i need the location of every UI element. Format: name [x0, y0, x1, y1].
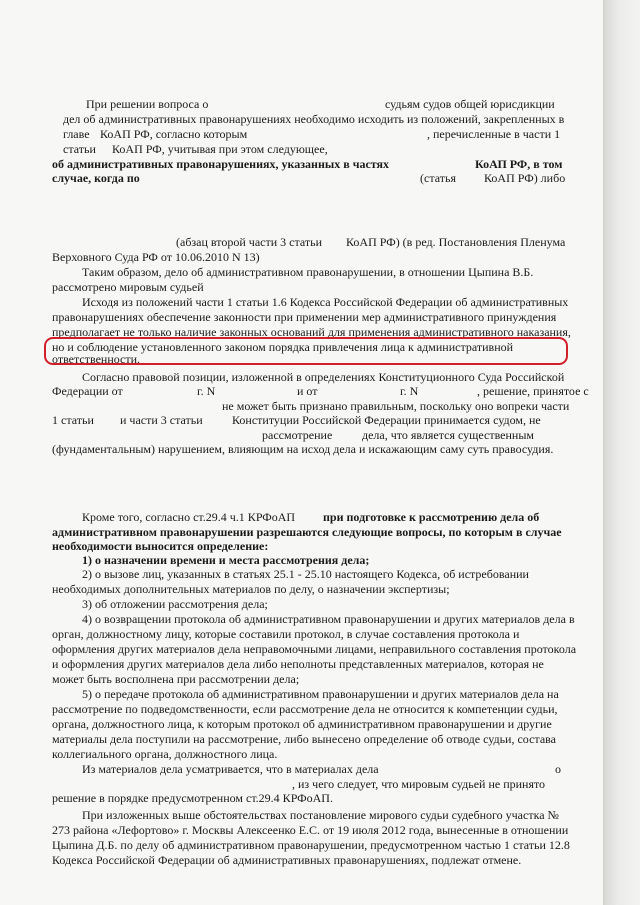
s1-line6a: случае, когда по: [52, 171, 140, 185]
s2-line11b: г. N: [197, 384, 216, 398]
s2-line11c: и от: [297, 384, 318, 398]
s3-line23: Цыпина Д.Б. по делу об административном правонарушении, предусмотренном частью 1 статьи 12.8: [52, 838, 570, 852]
s2-line4: рассмотрено мировым судьей: [52, 280, 204, 294]
s3-line19: , из чего следует, что мировым судьей не принято: [292, 777, 546, 791]
s1-line5b: КоАП РФ, в том: [475, 157, 563, 171]
s2-line11d: г. N: [400, 384, 419, 398]
s3-line1a: Кроме того, согласно ст.29.4 ч.1 КРФоАП: [82, 510, 296, 524]
s1-line3b: КоАП РФ, согласно которым: [100, 127, 248, 141]
s2-line12: не может быть признано правильным, поскольку оно вопреки части: [222, 399, 570, 413]
page-edge-shadow: [604, 0, 640, 905]
s1-line1a: При решении вопроса о: [86, 97, 209, 111]
s3-line18b: о: [555, 762, 561, 776]
s3-line9: орган, должностному лицу, которые составили протокол, в случае составления протокола и: [52, 627, 520, 641]
s2-line15: (фундаментальным) нарушением, влияющим на исход дела и искажающим саму суть правосудия.: [52, 442, 554, 456]
s2-line1b: КоАП РФ) (в ред. Постановления Пленума: [346, 235, 566, 249]
s3-line24: Кодекса Российской Федерации об административных правонарушениях, подлежат отмене.: [52, 853, 522, 867]
s3-line16: материалы дела поступили на рассмотрение, либо вынесено определение об отводе судьи, состава: [52, 732, 556, 746]
s3-line17: коллегиального органа, должностного лица.: [52, 747, 278, 761]
s3-line21: При изложенных выше обстоятельствах постановление мирового судьи судебного участка №: [82, 808, 560, 822]
s2-line11e: , решение, принятое с: [477, 384, 589, 398]
s3-line20: решение в порядке предусмотренном ст.29.4 КРФоАП.: [52, 791, 333, 805]
s3-line5: 2) о вызове лиц, указанных в статьях 25.1 - 25.10 настоящего Кодекса, об истребовании: [82, 567, 529, 581]
s3-line4: 1) о назначении времени и места рассмотрения дела;: [82, 553, 370, 567]
s2-line10: Согласно правовой позиции, изложенной в определениях Конституционного Суда Российской: [82, 370, 565, 384]
s3-line7: 3) об отложении рассмотрения дела;: [82, 597, 268, 611]
s2-line13a: 1 статьи: [52, 413, 94, 427]
s2-line14b: дела, что является существенным: [362, 428, 534, 442]
s2-line5: Исходя из положений части 1 статьи 1.6 Кодекса Российской Федерации об административных: [82, 295, 569, 309]
s1-line5a: об административных правонарушениях, указанных в частях: [52, 157, 390, 171]
s3-line3: необходимости выносится определение:: [52, 539, 269, 553]
s2-line8: но и соблюдение установленного законом порядка привлечения лица к административной: [52, 340, 514, 354]
s3-line1b: при подготовке к рассмотрению дела об: [323, 510, 540, 524]
s2-line9: ответственности.: [52, 352, 141, 366]
s1-line3a: главе: [63, 127, 90, 141]
s2-line1a: (абзац второй части 3 статьи: [176, 235, 323, 249]
s2-line13b: и части 3 статьи: [120, 413, 203, 427]
s3-line13: 5) о передаче протокола об административном правонарушении и других материалов дела на: [82, 687, 559, 701]
s2-line2: Верховного Суда РФ от 10.06.2010 N 13): [52, 250, 260, 264]
s3-line12: может быть восполнена при рассмотрении дела;: [52, 672, 300, 686]
s1-line4b: КоАП РФ, учитывая при этом следующее,: [112, 142, 328, 156]
s3-line10: оформления других материалов дела неправомочными лицами, неправильного составления протокола: [52, 642, 577, 656]
s2-line6: правонарушениях обеспечение законности при применении мер административного принуждения: [52, 310, 557, 324]
highlight-oval: [44, 337, 568, 365]
s3-line14: рассмотрение по подведомственности, если рассмотрение дела не относится к компетенции судьи,: [52, 702, 558, 716]
s1-line6b: (статья: [420, 171, 456, 185]
s1-line2: дел об административных правонарушениях необходимо исходить из положений, закрепленных в: [63, 112, 565, 126]
s1-line1b: судьям судов общей юрисдикции: [385, 97, 555, 111]
s3-line8: 4) о возвращении протокола об административном правонарушении и других материалов дела в: [82, 612, 575, 626]
s2-line14a: рассмотрение: [262, 428, 333, 442]
s3-line11: и оформления других материалов дела либо неполноты представленных материалов, которая не: [52, 657, 544, 671]
s2-line7: предполагает не только наличие законных оснований для применения административного наказания,: [52, 325, 571, 339]
s3-line2: административном правонарушении разрешаются следующие вопросы, по которым в случае: [52, 525, 562, 539]
s1-line4a: статьи: [63, 142, 96, 156]
s1-line6c: КоАП РФ) либо: [484, 171, 566, 185]
s3-line6: необходимых дополнительных материалов по делу, о назначении экспертизы;: [52, 582, 450, 596]
s3-line22: 273 района «Лефортово» г. Москвы Алексеенко Е.С. от 19 июля 2012 года, вынесенные в отношении: [52, 823, 569, 837]
s2-line11a: Федерации от: [52, 384, 123, 398]
s3-line18a: Из материалов дела усматривается, что в материалах дела: [82, 762, 379, 776]
s3-line15: органа, должностного лица, к которым протокол об административном правонарушении и другие: [52, 717, 552, 731]
s2-line3: Таким образом, дело об административном правонарушении, в отношении Цыпина В.Б.: [82, 265, 534, 279]
s1-line3c: , перечисленные в части 1: [427, 127, 561, 141]
s2-line13c: Конституции Российской Федерации принимается судом, не: [232, 413, 541, 427]
